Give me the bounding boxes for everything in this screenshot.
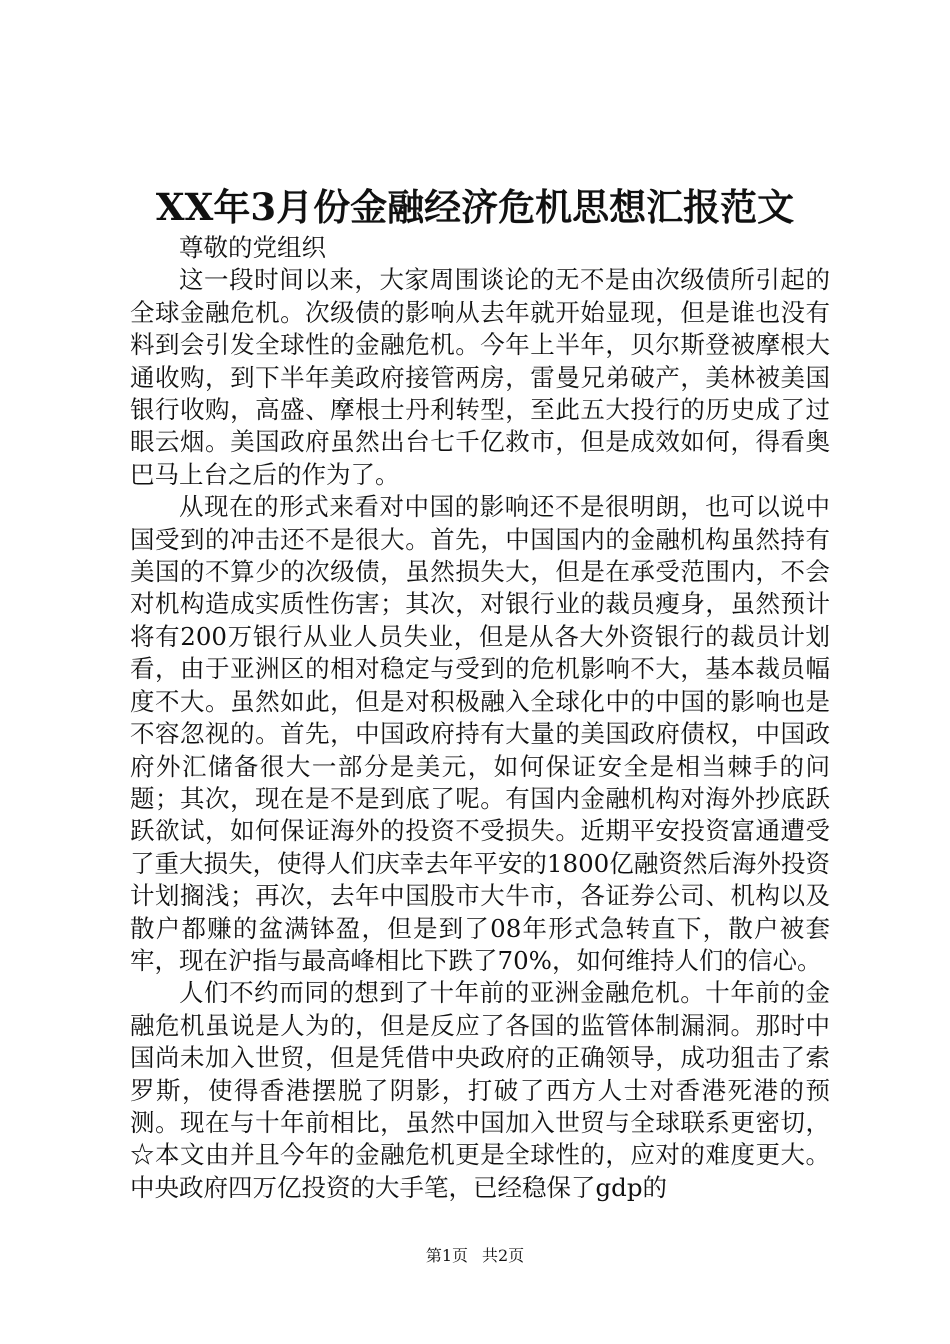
paragraph-1: 这一段时间以来，大家周围谈论的无不是由次级债所引起的全球金融危机。次级债的影响从去年就开始显现，但是谁也没有料到会引发全球性的金融危机。今年上半年，贝尔斯登被摩根大通收购，到下半年美政府接管两房，雷曼兄弟破产，美林被美国银行收购，高盛、摩根士丹利转型，至此五大投行的历史成了过眼云烟。美国政府虽然出台七千亿救市，但是成效如何，得看奥巴马上台之后的作为了。 <box>130 265 830 489</box>
page-number-total: 共2页 <box>482 1246 525 1265</box>
document-title: XX年3月份金融经济危机思想汇报范文 <box>155 185 795 229</box>
salutation: 尊敬的党组织 <box>179 233 326 262</box>
document-body <box>130 232 830 1204</box>
page-footer <box>0 1244 950 1268</box>
page-number-current: 第1页 <box>425 1246 468 1265</box>
paragraph-3: 人们不约而同的想到了十年前的亚洲金融危机。十年前的金融危机虽说是人为的，但是反应了各国的监管体制漏洞。那时中国尚未加入世贸，但是凭借中央政府的正确领导，成功狙击了索罗斯，使得香港摆脱了阴影，打破了西方人士对香港死港的预测。现在与十年前相比，虽然中国加入世贸与全球联系更密切，☆本文由并且今年的金融危机更是全球性的，应对的难度更大。中央政府四万亿投资的大手笔，已经稳保了gdp的 <box>130 978 830 1202</box>
paragraph-2: 从现在的形式来看对中国的影响还不是很明朗，也可以说中国受到的冲击还不是很大。首先，中国国内的金融机构虽然持有美国的不算少的次级债，虽然损失大，但是在承受范围内，不会对机构造成实质性伤害；其次，对银行业的裁员瘦身，虽然预计将有200万银行从业人员失业，但是从各大外资银行的裁员计划看，由于亚洲区的相对稳定与受到的危机影响不大，基本裁员幅度不大。虽然如此，但是对积极融入全球化中的中国的影响也是不容忽视的。首先，中国政府持有大量的美国政府债权，中国政府外汇储备很大一部分是美元，如何保证安全是相当棘手的问题；其次，现在是不是到底了呢。有国内金融机构对海外抄底跃跃欲试，如何保证海外的投资不受损失。近期平安投资富通遭受了重大损失，使得人们庆幸去年平安的1800亿融资然后海外投资计划搁浅；再次，去年中国股市大牛市，各证券公司、机构以及散户都赚的盆满钵盈，但是到了08年形式急转直下，散户被套牢，现在沪指与最高峰相比下跌了70%，如何维持人们的信心。 <box>130 492 830 975</box>
